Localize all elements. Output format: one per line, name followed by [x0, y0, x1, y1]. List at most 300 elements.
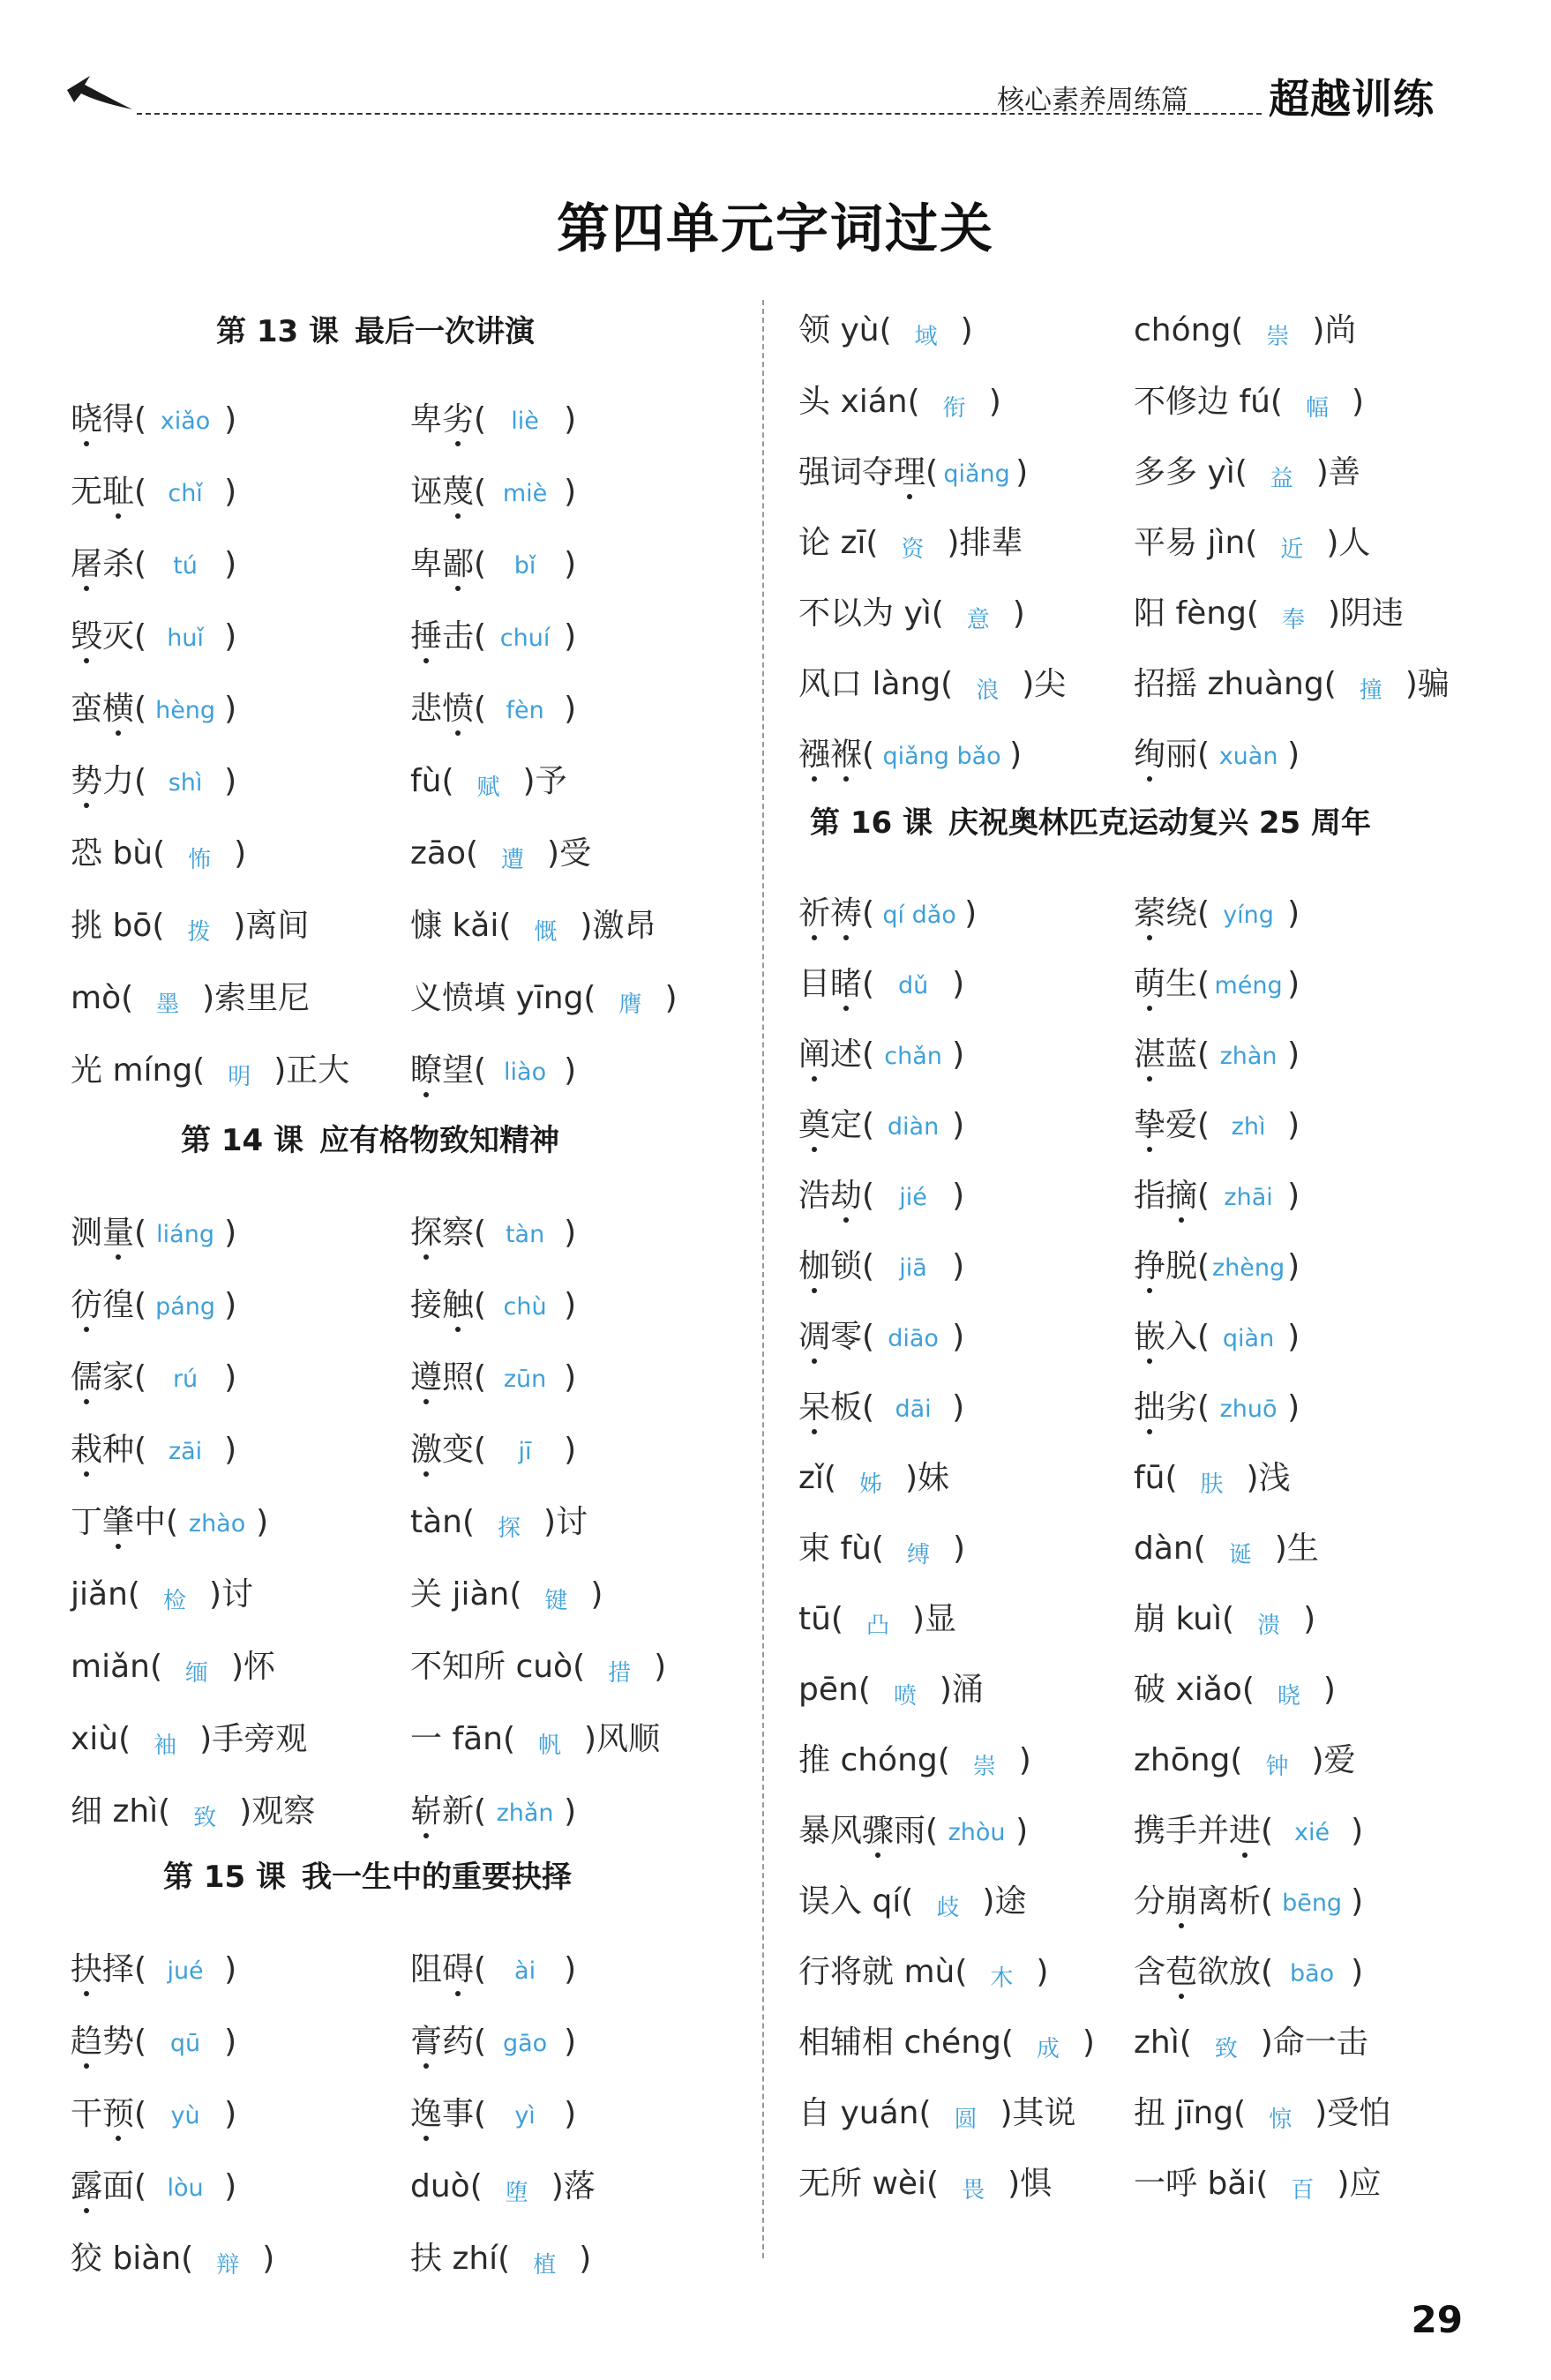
lesson-heading: [810, 798, 1371, 842]
vocab-item: [71, 1951, 237, 1987]
item-text: (: [1261, 1813, 1274, 1849]
vocab-item: [71, 1287, 237, 1323]
emphasis-char: 萌: [1134, 966, 1166, 1002]
item-text: 狡 biàn(: [71, 2241, 194, 2277]
vocab-item: [71, 1651, 275, 1685]
item-text: ): [564, 2024, 577, 2060]
emphasis-char: 量: [102, 1215, 135, 1251]
item-text: )尖: [1022, 666, 1067, 702]
answer-text: jié: [899, 1183, 927, 1211]
item-text: 论 zī(: [798, 525, 879, 561]
answer-text: 探: [498, 1516, 521, 1542]
item-text: ): [1036, 1954, 1049, 1990]
item-text: )予: [522, 763, 567, 799]
item-text: ): [564, 2096, 577, 2132]
answer-text: miè: [502, 479, 548, 507]
answer-text: dǔ: [897, 971, 929, 999]
answer-text: lòu: [167, 2174, 204, 2202]
item-text: 欲放(: [1197, 1954, 1274, 1990]
item-text: 恐 bù(: [71, 835, 166, 872]
answer-text: xié: [1294, 1818, 1330, 1846]
vocab-item: [1134, 1815, 1363, 1847]
emphasis-char: 毁: [71, 618, 103, 655]
item-text: 阻: [410, 1951, 443, 1987]
item-text: 误入 qí(: [798, 1883, 914, 1920]
vocab-item: [798, 1180, 964, 1212]
emphasis-char: 萦: [1134, 895, 1166, 932]
item-text: )阴违: [1327, 595, 1405, 632]
emphasis-char: 睹: [830, 966, 863, 1002]
vocab-item: [798, 1883, 1027, 1921]
emphasis-char: 挣: [1134, 1248, 1166, 1284]
answer-text: 衔: [942, 395, 966, 422]
item-text: chóng(: [1134, 312, 1244, 348]
answer-text: hèng: [155, 696, 216, 724]
vocab-item: [410, 835, 592, 873]
vocab-item: [410, 763, 567, 801]
item-text: )爱: [1311, 1742, 1356, 1778]
item-text: 目: [798, 966, 831, 1002]
header-brand: 超越训练: [1269, 75, 1435, 123]
vocab-item: [410, 476, 576, 508]
vocab-item: [410, 910, 656, 944]
item-text: ): [1018, 1742, 1031, 1778]
item-text: ): [654, 1649, 667, 1685]
answer-text: 植: [533, 2252, 557, 2279]
lesson-number: 第 13 课: [216, 314, 339, 349]
item-text: ): [988, 384, 1001, 420]
answer-text: 姊: [858, 1471, 882, 1498]
item-text: )离间: [233, 908, 310, 944]
item-text: 绕(: [1165, 895, 1210, 932]
vocab-item: [410, 618, 577, 655]
item-text: 自 yuán(: [798, 2095, 932, 2131]
answer-text: 幅: [1305, 395, 1329, 422]
item-text: fū(: [1134, 1460, 1178, 1496]
vocab-item: [1134, 525, 1371, 563]
answer-text: zhèng: [1211, 1254, 1285, 1282]
item-text: ): [224, 1951, 237, 1987]
vocab-item: [1134, 1674, 1336, 1708]
vocab-item: [71, 618, 237, 655]
answer-text: dāi: [895, 1395, 932, 1423]
item-text: (: [1197, 1178, 1210, 1214]
item-text: 新(: [442, 1793, 487, 1830]
item-text: 卑: [410, 401, 443, 438]
item-text: (: [474, 474, 487, 510]
answer-text: 帆: [538, 1733, 562, 1759]
page-number: 29: [1411, 2298, 1463, 2341]
item-text: ): [564, 1432, 577, 1468]
item-text: zāo(: [410, 835, 479, 872]
item-text: 锁(: [830, 1248, 875, 1284]
answer-text: 益: [1270, 466, 1293, 492]
item-text: 束 fù(: [798, 1531, 884, 1567]
item-text: )浅: [1246, 1460, 1291, 1496]
item-text: )观察: [239, 1793, 316, 1830]
answer-text: 圆: [954, 2107, 978, 2133]
item-text: ): [952, 1531, 966, 1567]
emphasis-char: 祷: [830, 895, 863, 932]
vocab-item: [71, 1721, 308, 1759]
emphasis-char: 拙: [1134, 1389, 1166, 1426]
emphasis-char: 绚: [1134, 737, 1166, 773]
emphasis-char: 激: [410, 1432, 443, 1468]
item-text: 劣(: [1165, 1389, 1210, 1426]
answer-text: 崇: [972, 1754, 996, 1780]
vocab-item: [1134, 1742, 1356, 1780]
vocab-item: [410, 1287, 577, 1323]
item-text: 浩: [798, 1178, 831, 1214]
item-text: ): [1287, 737, 1300, 773]
item-text: ): [952, 1037, 965, 1073]
item-text: 光 míng(: [71, 1052, 206, 1089]
item-text: ): [564, 474, 577, 510]
item-text: 不知所 cuò(: [410, 1649, 586, 1685]
item-text: ): [1287, 1178, 1300, 1214]
lesson-title: 应有格物致知精神: [319, 1123, 559, 1158]
item-text: ): [564, 401, 577, 438]
item-text: zǐ(: [798, 1460, 836, 1496]
item-text: )排辈: [947, 525, 1023, 561]
emphasis-char: 露: [71, 2168, 103, 2204]
item-text: miǎn(: [71, 1649, 162, 1685]
emphasis-char: 瞭: [410, 1052, 443, 1089]
emphasis-char: 肇: [102, 1504, 135, 1540]
vocab-item: [798, 1601, 957, 1639]
answer-text: 遭: [501, 847, 525, 873]
item-text: 干: [71, 2096, 103, 2132]
item-text: ): [564, 691, 577, 727]
answer-text: liáng: [156, 1220, 214, 1248]
item-text: )其说: [1000, 2095, 1076, 2131]
emphasis-char: 苞: [1165, 1954, 1198, 1990]
answer-text: chuí: [499, 624, 551, 652]
answer-text: 崇: [1266, 324, 1290, 350]
item-text: 脱(: [1165, 1248, 1210, 1284]
emphasis-char: 愤: [442, 691, 475, 727]
item-text: (: [134, 691, 147, 727]
lesson-title: 庆祝奥林匹克运动复兴 25 周年: [948, 805, 1371, 841]
vocab-item: [410, 1793, 577, 1830]
vocab-item: [410, 2168, 596, 2206]
vocab-item: [71, 693, 236, 725]
vocab-item: [71, 1434, 236, 1466]
answer-text: 肤: [1200, 1471, 1224, 1498]
answer-text: 意: [966, 607, 990, 633]
page-title: 第四单元字词过关: [557, 198, 994, 260]
item-text: ): [1287, 1248, 1300, 1284]
emphasis-char: 奠: [798, 1107, 831, 1143]
vocab-item: [1134, 386, 1364, 420]
item-text: 蓝(: [1165, 1037, 1210, 1073]
item-text: (: [134, 474, 147, 510]
emphasis-char: 屠: [71, 546, 103, 582]
item-text: 丽(: [1165, 737, 1210, 773]
item-text: 变(: [442, 1432, 487, 1468]
emphasis-char: 崭: [410, 1793, 443, 1830]
page-header: [0, 0, 1551, 141]
emphasis-char: 栽: [71, 1432, 103, 1468]
lesson-number: 第 16 课: [810, 805, 933, 841]
item-text: 义愤填 yīng(: [410, 980, 596, 1016]
item-text: ): [590, 1576, 603, 1613]
vocab-item: [410, 1951, 577, 1987]
emphasis-char: 进: [1229, 1813, 1262, 1849]
emphasis-char: 抉: [71, 1951, 103, 1987]
emphasis-char: 劫: [830, 1178, 863, 1214]
item-text: 杀(: [102, 546, 147, 582]
item-text: (: [862, 1178, 875, 1214]
item-text: 多多 yì(: [1134, 454, 1248, 490]
vocab-item: [410, 2026, 576, 2058]
item-text: 卑: [410, 546, 443, 582]
item-text: (: [862, 966, 875, 1002]
item-text: ): [664, 980, 678, 1016]
item-text: ): [579, 2241, 592, 2277]
item-text: tū(: [798, 1601, 843, 1637]
item-text: 不以为 yì(: [798, 595, 944, 632]
item-text: zhì(: [1134, 2024, 1192, 2061]
emphasis-char: 鄙: [442, 546, 475, 582]
vocab-item: [71, 2168, 237, 2204]
item-text: 招摇 zhuàng(: [1134, 666, 1337, 702]
answer-text: 明: [228, 1064, 251, 1090]
item-text: 无所 wèi(: [798, 2166, 940, 2202]
emphasis-char: 横: [102, 691, 135, 727]
vocab-item: [1134, 1107, 1300, 1143]
item-text: 徨(: [102, 1287, 147, 1323]
emphasis-char: 嵌: [1134, 1319, 1166, 1355]
vocab-item: [798, 525, 1023, 563]
vocab-item: [410, 2243, 591, 2277]
vocab-item: [1134, 1533, 1319, 1567]
item-text: ): [224, 763, 237, 799]
item-text: )显: [911, 1601, 957, 1637]
emphasis-char: 呆: [798, 1389, 831, 1426]
lesson-heading: [216, 307, 535, 350]
item-text: )落: [551, 2168, 596, 2204]
vocab-item: [1134, 1039, 1300, 1071]
answer-text: bǐ: [513, 551, 536, 580]
item-text: (: [134, 1215, 147, 1251]
item-text: 推 chóng(: [798, 1742, 950, 1778]
item-text: 择(: [102, 1951, 147, 1987]
item-text: )手旁观: [199, 1721, 308, 1757]
vocab-item: [71, 980, 311, 1018]
answer-text: 键: [544, 1588, 568, 1614]
answer-text: 堕: [505, 2180, 528, 2206]
vocab-item: [798, 966, 965, 1002]
lesson-title: 我一生中的重要抉择: [302, 1860, 572, 1895]
vocab-item: [1134, 595, 1405, 633]
item-text: 板(: [830, 1389, 875, 1426]
answer-text: qiàn: [1222, 1324, 1275, 1352]
vocab-item: [1134, 1883, 1364, 1920]
vocab-item: [1134, 1248, 1300, 1284]
emphasis-char: 襁: [798, 737, 831, 773]
emphasis-char: 彷: [71, 1287, 103, 1323]
item-text: dàn(: [1134, 1531, 1206, 1567]
item-text: (: [474, 401, 487, 438]
emphasis-char: 枷: [798, 1248, 831, 1284]
item-text: 得(: [102, 401, 147, 438]
item-text: 面(: [102, 2168, 147, 2204]
vocab-item: [410, 1504, 588, 1542]
item-text: )涌: [939, 1672, 984, 1708]
emphasis-char: 理: [894, 454, 926, 490]
vocab-item: [798, 386, 1001, 420]
item-text: )惧: [1008, 2166, 1053, 2202]
vocab-item: [410, 1359, 577, 1396]
header-subtitle: 核心素养周练篇: [997, 85, 1188, 116]
item-text: 分: [1134, 1883, 1166, 1920]
vocab-item: [798, 1815, 1028, 1847]
item-text: ): [1287, 1319, 1300, 1355]
answer-text: 晓: [1277, 1683, 1300, 1710]
item-text: ): [262, 2241, 275, 2277]
answer-text: yì: [514, 2101, 536, 2129]
emphasis-char: 预: [102, 2096, 135, 2132]
answer-text: zhì: [1231, 1112, 1266, 1141]
vocab-item: [798, 739, 1022, 771]
answer-text: 慨: [534, 919, 558, 946]
item-text: (: [474, 1287, 487, 1323]
answer-text: 墨: [156, 992, 180, 1018]
answer-text: chǐ: [168, 479, 203, 507]
item-text: ): [564, 546, 577, 582]
emphasis-char: 触: [442, 1287, 475, 1323]
emphasis-char: 摘: [1165, 1178, 1198, 1214]
item-text: 关 jiàn(: [410, 1576, 522, 1613]
answer-text: yíng: [1223, 901, 1274, 929]
emphasis-char: 探: [410, 1215, 443, 1251]
item-text: 照(: [442, 1359, 487, 1396]
item-text: )正大: [273, 1052, 350, 1089]
item-text: ): [1015, 1813, 1029, 1849]
item-text: 暴风: [798, 1813, 863, 1849]
item-text: ): [964, 895, 978, 932]
vocab-item: [798, 595, 1025, 633]
item-text: )讨: [543, 1504, 588, 1540]
emphasis-char: 阐: [798, 1037, 831, 1073]
item-text: 挑 bō(: [71, 908, 165, 944]
item-text: duò(: [410, 2168, 483, 2204]
item-text: 爱(: [1165, 1107, 1210, 1143]
vocab-item: [798, 1742, 1031, 1780]
answer-text: 奉: [1281, 607, 1305, 633]
answer-text: 致: [1214, 2036, 1238, 2062]
vocab-item: [1134, 2168, 1381, 2202]
item-text: ): [224, 2096, 237, 2132]
item-text: ): [224, 474, 237, 510]
vocab-item: [798, 1248, 965, 1284]
emphasis-char: 膏: [410, 2024, 443, 2060]
item-text: )人: [1326, 525, 1371, 561]
emphasis-char: 劣: [442, 401, 475, 438]
item-text: ): [564, 618, 577, 655]
answer-text: zhāi: [1224, 1183, 1273, 1211]
emphasis-char: 遵: [410, 1359, 443, 1396]
vocab-item: [798, 1107, 965, 1143]
answer-text: ài: [514, 1957, 536, 1985]
emphasis-char: 褓: [830, 737, 863, 773]
answer-text: 致: [193, 1805, 217, 1831]
answer-text: 域: [914, 324, 938, 350]
item-text: )受怕: [1315, 2095, 1391, 2131]
item-text: zhōng(: [1134, 1742, 1243, 1778]
answer-text: 近: [1280, 536, 1304, 563]
answer-text: fèn: [506, 696, 544, 724]
vocab-item: [798, 454, 1029, 490]
item-text: 扶 zhí(: [410, 2241, 511, 2277]
vocab-item: [71, 1217, 236, 1249]
vocab-item: [1134, 2024, 1368, 2062]
item-text: jiǎn(: [71, 1576, 140, 1613]
item-text: ): [224, 1432, 237, 1468]
answer-text: páng: [155, 1292, 216, 1321]
item-text: ): [564, 1359, 577, 1396]
vocab-item: [798, 312, 973, 350]
item-text: ): [1287, 1037, 1300, 1073]
item-text: 望(: [442, 1052, 487, 1089]
answer-text: chù: [503, 1292, 547, 1321]
answer-text: 撞: [1359, 677, 1382, 704]
emphasis-char: 逸: [410, 2096, 443, 2132]
item-text: )尚: [1312, 312, 1357, 348]
emphasis-char: 碍: [442, 1951, 475, 1987]
item-text: (: [862, 895, 875, 932]
item-text: 述(: [830, 1037, 875, 1073]
item-text: ): [1322, 1672, 1336, 1708]
vocab-item: [410, 2096, 577, 2132]
vocab-item: [71, 1052, 350, 1090]
item-text: 相辅相 chéng(: [798, 2024, 1014, 2061]
item-text: 雨(: [894, 1813, 939, 1849]
swoosh-arrow-icon: [64, 71, 134, 115]
item-text: 接: [410, 1287, 443, 1323]
item-text: ): [952, 1389, 965, 1426]
vocab-item: [71, 1576, 253, 1614]
vocab-item: [410, 1052, 577, 1089]
vocab-item: [71, 2243, 274, 2277]
answer-text: xiǎo: [160, 407, 211, 435]
answer-text: liào: [504, 1058, 547, 1086]
answer-text: 怖: [188, 847, 212, 873]
item-text: ): [952, 966, 965, 1002]
vocab-item: [410, 401, 577, 438]
item-text: )妹: [904, 1460, 949, 1496]
answer-text: 诞: [1228, 1542, 1252, 1568]
item-text: ): [564, 1793, 577, 1830]
vocab-item: [1134, 1180, 1300, 1212]
item-text: )索里尼: [202, 980, 311, 1016]
item-text: ): [564, 1951, 577, 1987]
answer-text: zāi: [168, 1437, 203, 1465]
answer-text: huǐ: [167, 624, 204, 652]
vocab-item: [1134, 2095, 1391, 2133]
item-text: 离析(: [1197, 1883, 1274, 1920]
answer-text: gāo: [502, 2029, 548, 2057]
item-text: 强词夺: [798, 454, 895, 490]
item-text: ): [1082, 2024, 1095, 2061]
answer-text: 惊: [1269, 2107, 1292, 2133]
answer-text: xuàn: [1218, 742, 1278, 770]
item-text: ): [224, 2168, 237, 2204]
item-text: ): [952, 1178, 965, 1214]
item-text: 药(: [442, 2024, 487, 2060]
vocab-item: [798, 2095, 1076, 2133]
